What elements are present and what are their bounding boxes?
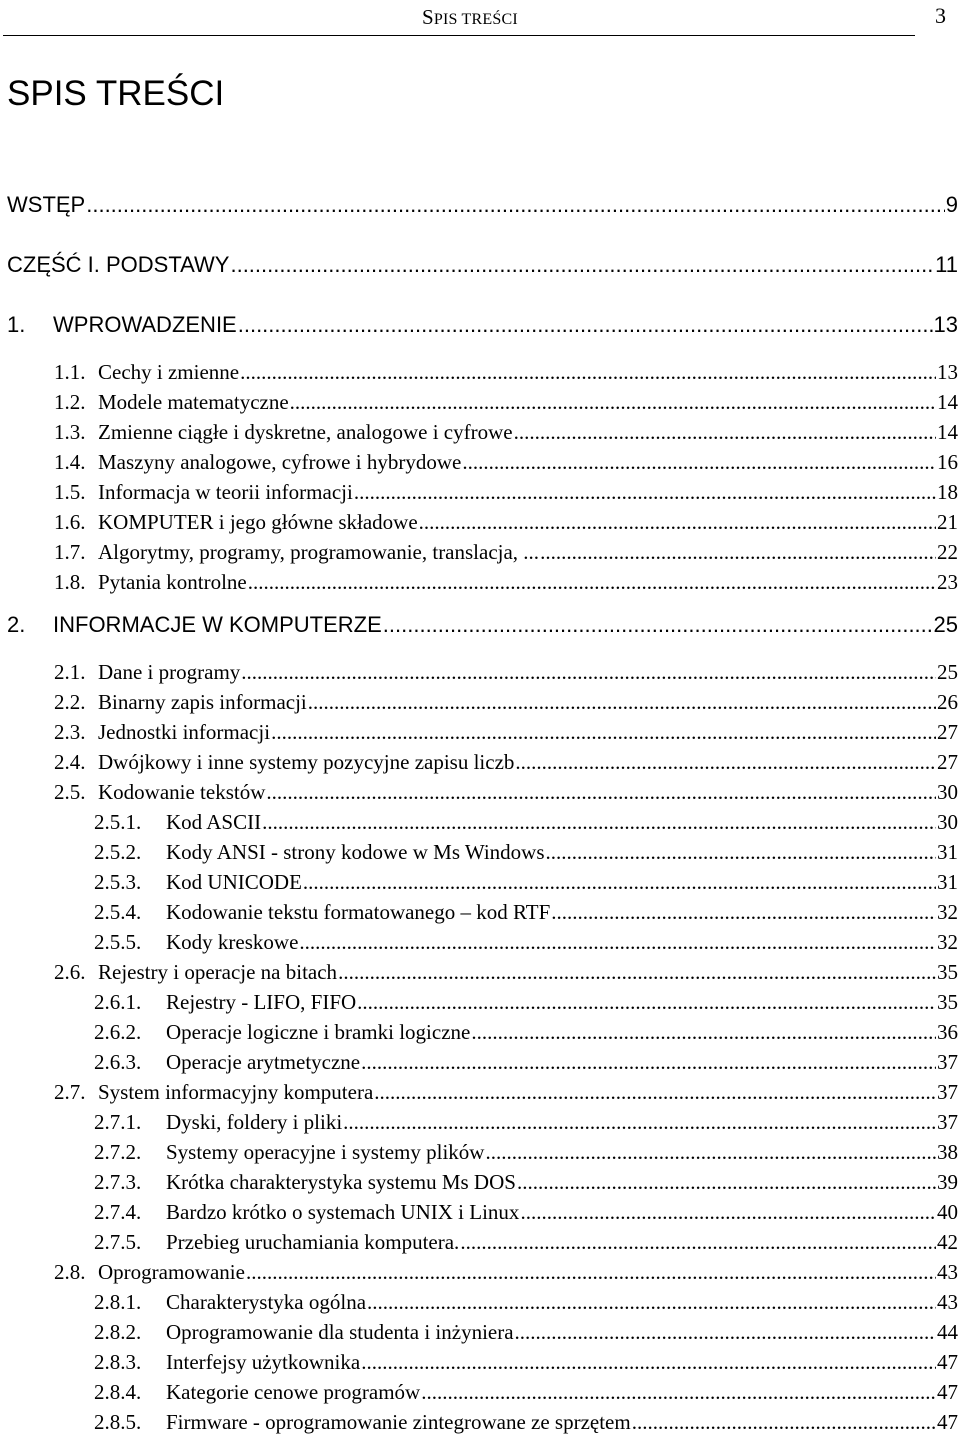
toc-entry-page: 14 xyxy=(937,420,958,444)
toc-entry-number: 2.5.5. xyxy=(94,930,142,954)
toc-entry-page: 43 xyxy=(937,1290,958,1314)
toc-entry[interactable] xyxy=(7,252,958,280)
toc-entry-number: 2.8.4. xyxy=(94,1380,142,1404)
toc-entry[interactable] xyxy=(94,1140,958,1168)
toc-entry-number: 2.6. xyxy=(54,960,86,984)
toc-entry-page: 21 xyxy=(937,510,958,534)
running-title-initial: S xyxy=(422,5,434,29)
toc-leader-dots xyxy=(632,1410,936,1435)
toc-entry-page: 31 xyxy=(937,840,958,864)
toc-entry-number: 2.5. xyxy=(54,780,86,804)
toc-entry[interactable] xyxy=(94,900,958,928)
toc-entry-title: Dwójkowy i inne systemy pozycyjne zapisu liczb xyxy=(98,750,515,774)
toc-entry-number: 1. xyxy=(7,312,26,337)
toc-entry-page: 14 xyxy=(937,390,958,414)
toc-entry[interactable] xyxy=(54,750,958,778)
toc-entry-number: 2.8.3. xyxy=(94,1350,142,1374)
toc-entry-title: Kody kreskowe xyxy=(166,930,299,954)
toc-entry[interactable] xyxy=(94,1110,958,1138)
toc-entry[interactable] xyxy=(94,1350,958,1378)
toc-entry-number: 2.1. xyxy=(54,660,86,684)
toc-entry-title: Dane i programy xyxy=(98,660,241,684)
toc-entry[interactable] xyxy=(54,480,958,508)
toc-entry-number: 1.8. xyxy=(54,570,86,594)
toc-entry[interactable] xyxy=(54,690,958,718)
toc-entry[interactable] xyxy=(94,1200,958,1228)
toc-entry-page: 37 xyxy=(937,1050,958,1074)
toc-leader-dots xyxy=(248,570,936,595)
toc-entry-page: 37 xyxy=(937,1080,958,1104)
toc-leader-dots xyxy=(551,900,936,925)
toc-entry-page: 32 xyxy=(937,930,958,954)
toc-entry[interactable] xyxy=(54,420,958,448)
toc-entry-page: 25 xyxy=(933,612,958,637)
toc-entry-title: Cechy i zmienne xyxy=(98,360,240,384)
toc-entry-page: 38 xyxy=(937,1140,958,1164)
toc-entry-title: Binarny zapis informacji xyxy=(98,690,307,714)
toc-entry-page: 36 xyxy=(937,1020,958,1044)
toc-entry-number: 2.6.2. xyxy=(94,1020,142,1044)
toc-entry[interactable] xyxy=(94,1410,958,1438)
toc-leader-dots xyxy=(303,870,936,895)
toc-entry-page: 13 xyxy=(937,360,958,384)
toc-entry-title: Dyski, foldery i pliki xyxy=(166,1110,343,1134)
toc-entry-title: Kodowanie tekstu formatowanego – kod RTF xyxy=(166,900,551,924)
toc-entry[interactable] xyxy=(54,510,958,538)
toc-entry-title: Zmienne ciągłe i dyskretne, analogowe i cyfrowe xyxy=(98,420,513,444)
toc-entry-title: Maszyny analogowe, cyfrowe i hybrydowe xyxy=(98,450,462,474)
toc-entry-page: 25 xyxy=(937,660,958,684)
toc-entry-number: 2.7.4. xyxy=(94,1200,142,1224)
toc-entry[interactable] xyxy=(94,840,958,868)
toc-entry-page: 30 xyxy=(937,780,958,804)
toc-entry-title: Bardzo krótko o systemach UNIX i Linux xyxy=(166,1200,520,1224)
toc-entry-number: 1.2. xyxy=(54,390,86,414)
toc-entry-page: 37 xyxy=(937,1110,958,1134)
toc-entry[interactable] xyxy=(94,1290,958,1318)
toc-entry[interactable] xyxy=(94,1230,958,1258)
toc-entry-page: 39 xyxy=(937,1170,958,1194)
toc-entry-number: 2.6.3. xyxy=(94,1050,142,1074)
toc-entry[interactable] xyxy=(54,390,958,418)
toc-entry-page: 31 xyxy=(937,870,958,894)
toc-entry-page: 43 xyxy=(937,1260,958,1284)
toc-leader-dots xyxy=(419,510,936,535)
toc-entry[interactable] xyxy=(7,612,958,640)
toc-entry-number: 2.5.3. xyxy=(94,870,142,894)
running-title-rest: PIS TREŚCI xyxy=(433,11,518,28)
toc-entry-page: 47 xyxy=(937,1410,958,1434)
page-number: 3 xyxy=(935,3,946,28)
toc-entry-page: 27 xyxy=(937,720,958,744)
toc-entry-page: 40 xyxy=(937,1200,958,1224)
toc-entry-title: System informacyjny komputera xyxy=(98,1080,374,1104)
toc-entry-title: Operacje logiczne i bramki logiczne xyxy=(166,1020,471,1044)
toc-entry-title: CZĘŚĆ I. PODSTAWY xyxy=(7,252,230,277)
toc-entry-title: Pytania kontrolne xyxy=(98,570,247,594)
toc-entry-page: 13 xyxy=(933,312,958,337)
toc-entry-title: Rejestry - LIFO, FIFO xyxy=(166,990,357,1014)
toc-entry-page: 32 xyxy=(937,900,958,924)
toc-entry[interactable] xyxy=(94,810,958,838)
toc-entry-title: Kodowanie tekstów xyxy=(98,780,266,804)
toc-entry[interactable] xyxy=(54,570,958,598)
toc-entry[interactable] xyxy=(94,1320,958,1348)
toc-entry-title: Firmware - oprogramowanie zintegrowane ze sprzętem xyxy=(166,1410,631,1434)
toc-entry-title: Kod UNICODE xyxy=(166,870,302,894)
toc-entry-number: 2.5.1. xyxy=(94,810,142,834)
toc-entry-page: 47 xyxy=(937,1380,958,1404)
toc-entry[interactable] xyxy=(94,870,958,898)
toc-entry-title: Algorytmy, programy, programowanie, translacja, ... xyxy=(98,540,540,564)
toc-leader-dots xyxy=(546,840,936,865)
toc-entry-number: 2.6.1. xyxy=(94,990,142,1014)
toc-entry-page: 22 xyxy=(937,540,958,564)
toc-entry-page: 47 xyxy=(937,1350,958,1374)
toc-entry-title: WPROWADZENIE xyxy=(53,312,237,337)
toc-leader-dots xyxy=(515,750,936,775)
toc-leader-dots xyxy=(517,1170,936,1195)
toc-leader-dots xyxy=(515,1320,936,1345)
toc-entry-title: Operacje arytmetyczne xyxy=(166,1050,361,1074)
toc-entry-number: 2.8.1. xyxy=(94,1290,142,1314)
toc-entry-number: 2.3. xyxy=(54,720,86,744)
toc-entry-number: 2.4. xyxy=(54,750,86,774)
toc-entry-page: 30 xyxy=(937,810,958,834)
toc-leader-dots xyxy=(514,420,936,445)
toc-entry[interactable] xyxy=(54,1260,958,1288)
toc-entry-title: Charakterystyka ogólna xyxy=(166,1290,367,1314)
page-title: SPIS TREŚCI xyxy=(7,74,225,113)
toc-entry-page: 26 xyxy=(937,690,958,714)
toc-leader-dots xyxy=(230,252,934,278)
toc-entry-page: 27 xyxy=(937,750,958,774)
toc-entry-title: Krótka charakterystyka systemu Ms DOS xyxy=(166,1170,516,1194)
toc-entry-page: 9 xyxy=(945,192,958,217)
toc-entry-title: Oprogramowanie dla studenta i inżyniera xyxy=(166,1320,514,1344)
toc-entry-title: Interfejsy użytkownika xyxy=(166,1350,361,1374)
toc-entry-number: 1.7. xyxy=(54,540,86,564)
toc-entry[interactable] xyxy=(7,312,958,340)
toc-entry-number: 2.7.2. xyxy=(94,1140,142,1164)
toc-entry-title: Kod ASCII xyxy=(166,810,262,834)
toc-leader-dots xyxy=(357,990,936,1015)
toc-leader-dots xyxy=(86,192,945,218)
toc-leader-dots xyxy=(354,480,936,505)
toc-entry[interactable] xyxy=(54,780,958,808)
toc-entry-title: KOMPUTER i jego główne składowe xyxy=(98,510,418,534)
toc-entry-number: 2.8. xyxy=(54,1260,86,1284)
toc-leader-dots xyxy=(374,1080,936,1105)
toc-leader-dots xyxy=(383,612,933,638)
toc-entry[interactable] xyxy=(54,450,958,478)
toc-entry-number: 1.3. xyxy=(54,420,86,444)
toc-entry[interactable] xyxy=(54,360,958,388)
toc-leader-dots xyxy=(338,960,936,985)
toc-entry-title: Kategorie cenowe programów xyxy=(166,1380,421,1404)
toc-entry-title: Informacja w teorii informacji xyxy=(98,480,353,504)
toc-entry-page: 23 xyxy=(937,570,958,594)
toc-entry-number: 1.5. xyxy=(54,480,86,504)
toc-leader-dots xyxy=(361,1350,936,1375)
toc-leader-dots xyxy=(421,1380,936,1405)
toc-entry[interactable] xyxy=(54,1080,958,1108)
toc-entry[interactable] xyxy=(94,990,958,1018)
toc-entry-page: 18 xyxy=(937,480,958,504)
toc-leader-dots xyxy=(290,390,936,415)
toc-leader-dots xyxy=(367,1290,936,1315)
toc-entry-number: 1.6. xyxy=(54,510,86,534)
toc-entry[interactable] xyxy=(54,540,958,568)
toc-entry[interactable] xyxy=(54,660,958,688)
toc-entry-page: 16 xyxy=(937,450,958,474)
toc-entry-number: 2.5.2. xyxy=(94,840,142,864)
toc-entry-title: Jednostki informacji xyxy=(98,720,271,744)
toc-entry-number: 2.2. xyxy=(54,690,86,714)
toc-entry-page: 11 xyxy=(935,252,958,277)
toc-entry-number: 2.7. xyxy=(54,1080,86,1104)
toc-leader-dots xyxy=(361,1050,936,1075)
toc-entry[interactable] xyxy=(54,720,958,748)
toc-entry[interactable] xyxy=(94,1050,958,1078)
toc-leader-dots xyxy=(240,360,936,385)
toc-entry-title: Przebieg uruchamiania komputera. xyxy=(166,1230,460,1254)
toc-entry-title: Rejestry i operacje na bitach xyxy=(98,960,338,984)
toc-leader-dots xyxy=(460,1230,936,1255)
toc-entry-title: Systemy operacyjne i systemy plików xyxy=(166,1140,485,1164)
toc-entry[interactable] xyxy=(94,1170,958,1198)
toc-entry-title: Modele matematyczne xyxy=(98,390,289,414)
toc-leader-dots xyxy=(485,1140,936,1165)
toc-entry-title: WSTĘP xyxy=(7,192,86,217)
toc-leader-dots xyxy=(540,540,936,565)
toc-entry-number: 2.7.3. xyxy=(94,1170,142,1194)
toc-entry-page: 42 xyxy=(937,1230,958,1254)
toc-leader-dots xyxy=(238,312,933,338)
toc-entry-title: Oprogramowanie xyxy=(98,1260,245,1284)
toc-entry-number: 2. xyxy=(7,612,26,637)
toc-entry[interactable] xyxy=(94,930,958,958)
toc-entry-page: 35 xyxy=(937,960,958,984)
toc-entry[interactable] xyxy=(7,192,958,220)
toc-leader-dots xyxy=(520,1200,936,1225)
toc-entry-title: Kody ANSI - strony kodowe w Ms Windows xyxy=(166,840,545,864)
toc-leader-dots xyxy=(246,1260,936,1285)
toc-leader-dots xyxy=(471,1020,936,1045)
toc-leader-dots xyxy=(271,720,936,745)
toc-entry-number: 2.5.4. xyxy=(94,900,142,924)
toc-entry-number: 1.4. xyxy=(54,450,86,474)
toc-entry-number: 2.8.2. xyxy=(94,1320,142,1344)
toc-leader-dots xyxy=(462,450,936,475)
toc-entry[interactable] xyxy=(54,960,958,988)
toc-entry-page: 35 xyxy=(937,990,958,1014)
toc-leader-dots xyxy=(262,810,936,835)
toc-entry-page: 44 xyxy=(937,1320,958,1344)
toc-leader-dots xyxy=(299,930,936,955)
toc-leader-dots xyxy=(343,1110,936,1135)
toc-entry-number: 1.1. xyxy=(54,360,86,384)
toc-leader-dots xyxy=(308,690,936,715)
toc-entry-title: INFORMACJE W KOMPUTERZE xyxy=(53,612,382,637)
toc-leader-dots xyxy=(241,660,936,685)
toc-entry-number: 2.7.5. xyxy=(94,1230,142,1254)
toc-leader-dots xyxy=(266,780,936,805)
toc-entry-number: 2.8.5. xyxy=(94,1410,142,1434)
toc-entry[interactable] xyxy=(94,1380,958,1408)
toc-entry-number: 2.7.1. xyxy=(94,1110,142,1134)
toc-entry[interactable] xyxy=(94,1020,958,1048)
